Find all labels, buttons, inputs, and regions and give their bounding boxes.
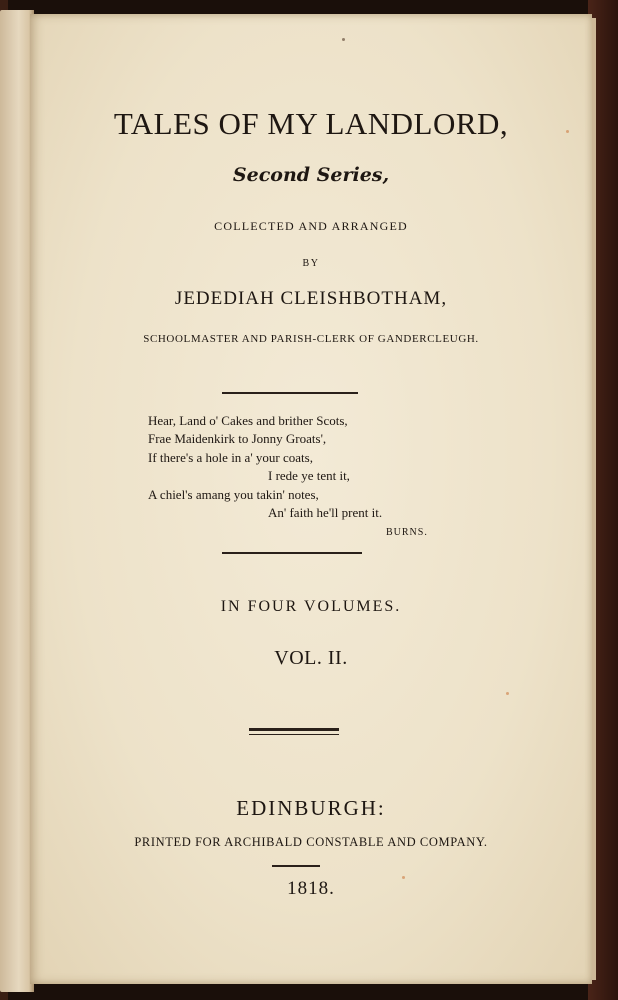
series-subtitle: Second Series,	[232, 164, 390, 186]
divider-rule-short	[272, 865, 320, 867]
double-rule-thick	[249, 728, 339, 731]
epigraph-line: I rede ye tent it,	[268, 468, 350, 484]
by-line: BY	[302, 258, 320, 269]
book-title: TALES OF MY LANDLORD,	[113, 106, 509, 141]
foxing-spot	[342, 38, 345, 41]
volume-number: VOL. II.	[274, 647, 348, 669]
epigraph-line: Frae Maidenkirk to Jonny Groats',	[148, 431, 327, 447]
epigraph-line: An' faith he'll prent it.	[268, 505, 383, 520]
divider-rule-top	[222, 392, 358, 394]
author-role: SCHOOLMASTER AND PARISH-CLERK OF GANDERCLEUGH.	[143, 333, 479, 345]
collected-line: COLLECTED AND ARRANGED	[214, 219, 408, 233]
divider-rule-middle	[222, 552, 362, 554]
foxing-spot	[506, 692, 509, 695]
imprint-year: 1818.	[287, 878, 335, 899]
double-rule-thin	[249, 734, 339, 735]
volume-count: IN FOUR VOLUMES.	[220, 598, 402, 615]
epigraph-attribution: BURNS.	[386, 527, 428, 538]
foxing-spot	[566, 130, 569, 133]
imprint-printer: PRINTED FOR ARCHIBALD CONSTABLE AND COMPANY.	[134, 835, 488, 849]
epigraph-line: A chiel's amang you takin' notes,	[148, 486, 319, 502]
epigraph-line: Hear, Land o' Cakes and brither Scots,	[148, 413, 348, 428]
page-fore-edge	[592, 18, 596, 980]
facing-page-edge	[0, 10, 34, 992]
author-name: JEDEDIAH CLEISHBOTHAM,	[174, 288, 448, 309]
title-page	[30, 14, 592, 984]
imprint-place: EDINBURGH:	[236, 796, 386, 820]
epigraph-line: If there's a hole in a' your coats,	[148, 449, 313, 465]
foxing-spot	[402, 876, 405, 879]
